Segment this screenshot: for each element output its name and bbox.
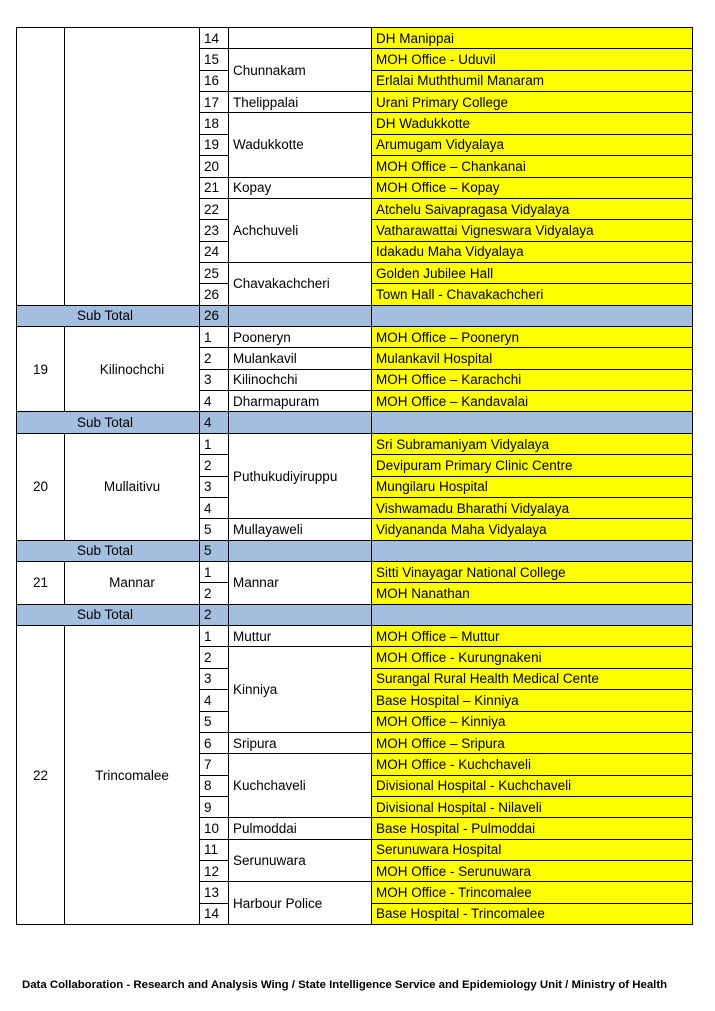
location-cell: MOH Office – Kopay	[372, 177, 693, 198]
row-number-cell: 20	[200, 156, 229, 177]
row-number-cell: 2	[200, 348, 229, 369]
row-number-cell: 1	[200, 433, 229, 454]
vaccination-centres-table	[16, 27, 693, 925]
location-cell: DH Wadukkotte	[372, 113, 693, 134]
district-number-cell	[17, 28, 65, 306]
row-number-cell: 25	[200, 262, 229, 283]
moh-area-cell: Muttur	[229, 626, 372, 647]
moh-area-cell: Chavakachcheri	[229, 262, 372, 305]
location-cell: Surangal Rural Health Medical Cente	[372, 668, 693, 689]
moh-area-cell: Thelippalai	[229, 92, 372, 113]
row-number-cell: 10	[200, 818, 229, 839]
district-name-cell: Mullaitivu	[65, 433, 200, 540]
district-name-cell: Trincomalee	[65, 626, 200, 925]
location-cell: MOH Office – Sripura	[372, 732, 693, 753]
row-number-cell: 4	[200, 497, 229, 518]
location-cell: MOH Office - Kuchchaveli	[372, 754, 693, 775]
row-number-cell: 3	[200, 668, 229, 689]
subtotal-value: 4	[200, 412, 229, 433]
location-cell: Town Hall - Chavakachcheri	[372, 284, 693, 305]
moh-area-cell: Kilinochchi	[229, 369, 372, 390]
location-cell: Base Hospital - Pulmoddai	[372, 818, 693, 839]
row-number-cell: 23	[200, 220, 229, 241]
location-cell: MOH Nanathan	[372, 583, 693, 604]
subtotal-label: Sub Total	[17, 305, 200, 326]
subtotal-empty-cell	[372, 540, 693, 561]
subtotal-empty-cell	[372, 604, 693, 625]
subtotal-label: Sub Total	[17, 604, 200, 625]
subtotal-row	[17, 540, 693, 561]
row-number-cell: 3	[200, 476, 229, 497]
moh-area-cell: Kuchchaveli	[229, 754, 372, 818]
table-row	[17, 28, 693, 49]
location-cell: MOH Office - Trincomalee	[372, 882, 693, 903]
row-number-cell: 3	[200, 369, 229, 390]
moh-area-cell: Kinniya	[229, 647, 372, 732]
location-cell: MOH Office – Kandavalai	[372, 391, 693, 412]
row-number-cell: 22	[200, 198, 229, 219]
page-footer: Data Collaboration - Research and Analysis Wing / State Intelligence Service and Epidemiology Unit / Ministry of Health	[22, 979, 668, 991]
row-number-cell: 19	[200, 134, 229, 155]
row-number-cell: 4	[200, 391, 229, 412]
location-cell: DH Manippai	[372, 28, 693, 49]
location-cell: MOH Office - Uduvil	[372, 49, 693, 70]
location-cell: Erlalai Muththumil Manaram	[372, 70, 693, 91]
table-row	[17, 561, 693, 582]
location-cell: Divisional Hospital - Kuchchaveli	[372, 775, 693, 796]
moh-area-cell: Pulmoddai	[229, 818, 372, 839]
location-cell: Serunuwara Hospital	[372, 839, 693, 860]
district-name-cell: Mannar	[65, 561, 200, 604]
location-cell: MOH Office – Chankanai	[372, 156, 693, 177]
row-number-cell: 21	[200, 177, 229, 198]
row-number-cell: 2	[200, 455, 229, 476]
location-cell: Mungilaru Hospital	[372, 476, 693, 497]
subtotal-empty-cell	[372, 412, 693, 433]
moh-area-cell: Mannar	[229, 561, 372, 604]
moh-area-cell: Mullayaweli	[229, 519, 372, 540]
row-number-cell: 14	[200, 903, 229, 924]
subtotal-empty-cell	[229, 412, 372, 433]
subtotal-empty-cell	[229, 604, 372, 625]
row-number-cell: 14	[200, 28, 229, 49]
moh-area-cell: Sripura	[229, 732, 372, 753]
moh-area-cell: Dharmapuram	[229, 391, 372, 412]
moh-area-cell: Wadukkotte	[229, 113, 372, 177]
subtotal-row	[17, 604, 693, 625]
moh-area-cell: Mulankavil	[229, 348, 372, 369]
subtotal-row	[17, 305, 693, 326]
district-number-cell: 20	[17, 433, 65, 540]
location-cell: Divisional Hospital - Nilaveli	[372, 796, 693, 817]
row-number-cell: 1	[200, 561, 229, 582]
location-cell: Golden Jubilee Hall	[372, 262, 693, 283]
row-number-cell: 18	[200, 113, 229, 134]
table-body	[17, 28, 693, 925]
location-cell: MOH Office – Muttur	[372, 626, 693, 647]
location-cell: Urani Primary College	[372, 92, 693, 113]
location-cell: MOH Office – Pooneryn	[372, 327, 693, 348]
moh-area-cell: Kopay	[229, 177, 372, 198]
row-number-cell: 1	[200, 327, 229, 348]
district-number-cell: 21	[17, 561, 65, 604]
row-number-cell: 15	[200, 49, 229, 70]
location-cell: Arumugam Vidyalaya	[372, 134, 693, 155]
subtotal-value: 5	[200, 540, 229, 561]
subtotal-value: 26	[200, 305, 229, 326]
subtotal-row	[17, 412, 693, 433]
location-cell: Devipuram Primary Clinic Centre	[372, 455, 693, 476]
row-number-cell: 9	[200, 796, 229, 817]
row-number-cell: 1	[200, 626, 229, 647]
location-cell: Vatharawattai Vigneswara Vidyalaya	[372, 220, 693, 241]
location-cell: Sri Subramaniyam Vidyalaya	[372, 433, 693, 454]
moh-area-cell: Achchuveli	[229, 198, 372, 262]
table-row	[17, 433, 693, 454]
row-number-cell: 4	[200, 690, 229, 711]
row-number-cell: 7	[200, 754, 229, 775]
row-number-cell: 13	[200, 882, 229, 903]
location-cell: MOH Office – Kinniya	[372, 711, 693, 732]
moh-area-cell: Puthukudiyiruppu	[229, 433, 372, 518]
row-number-cell: 24	[200, 241, 229, 262]
location-cell: MOH Office – Karachchi	[372, 369, 693, 390]
location-cell: Mulankavil Hospital	[372, 348, 693, 369]
location-cell: Vishwamadu Bharathi Vidyalaya	[372, 497, 693, 518]
row-number-cell: 5	[200, 519, 229, 540]
location-cell: Atchelu Saivapragasa Vidyalaya	[372, 198, 693, 219]
district-number-cell: 19	[17, 327, 65, 412]
table-row	[17, 626, 693, 647]
subtotal-label: Sub Total	[17, 412, 200, 433]
row-number-cell: 2	[200, 647, 229, 668]
moh-area-cell	[229, 28, 372, 49]
row-number-cell: 8	[200, 775, 229, 796]
moh-area-cell: Pooneryn	[229, 327, 372, 348]
location-cell: Idakadu Maha Vidyalaya	[372, 241, 693, 262]
district-number-cell: 22	[17, 626, 65, 925]
location-cell: Base Hospital - Trincomalee	[372, 903, 693, 924]
location-cell: Vidyananda Maha Vidyalaya	[372, 519, 693, 540]
moh-area-cell: Chunnakam	[229, 49, 372, 92]
district-name-cell	[65, 28, 200, 306]
location-cell: MOH Office - Kurungnakeni	[372, 647, 693, 668]
row-number-cell: 6	[200, 732, 229, 753]
subtotal-empty-cell	[372, 305, 693, 326]
location-cell: Base Hospital – Kinniya	[372, 690, 693, 711]
table-row	[17, 327, 693, 348]
row-number-cell: 17	[200, 92, 229, 113]
moh-area-cell: Harbour Police	[229, 882, 372, 925]
row-number-cell: 12	[200, 861, 229, 882]
row-number-cell: 26	[200, 284, 229, 305]
location-cell: MOH Office - Serunuwara	[372, 861, 693, 882]
subtotal-empty-cell	[229, 540, 372, 561]
row-number-cell: 5	[200, 711, 229, 732]
row-number-cell: 16	[200, 70, 229, 91]
row-number-cell: 2	[200, 583, 229, 604]
district-name-cell: Kilinochchi	[65, 327, 200, 412]
moh-area-cell: Serunuwara	[229, 839, 372, 882]
location-cell: Sitti Vinayagar National College	[372, 561, 693, 582]
row-number-cell: 11	[200, 839, 229, 860]
subtotal-label: Sub Total	[17, 540, 200, 561]
subtotal-value: 2	[200, 604, 229, 625]
subtotal-empty-cell	[229, 305, 372, 326]
